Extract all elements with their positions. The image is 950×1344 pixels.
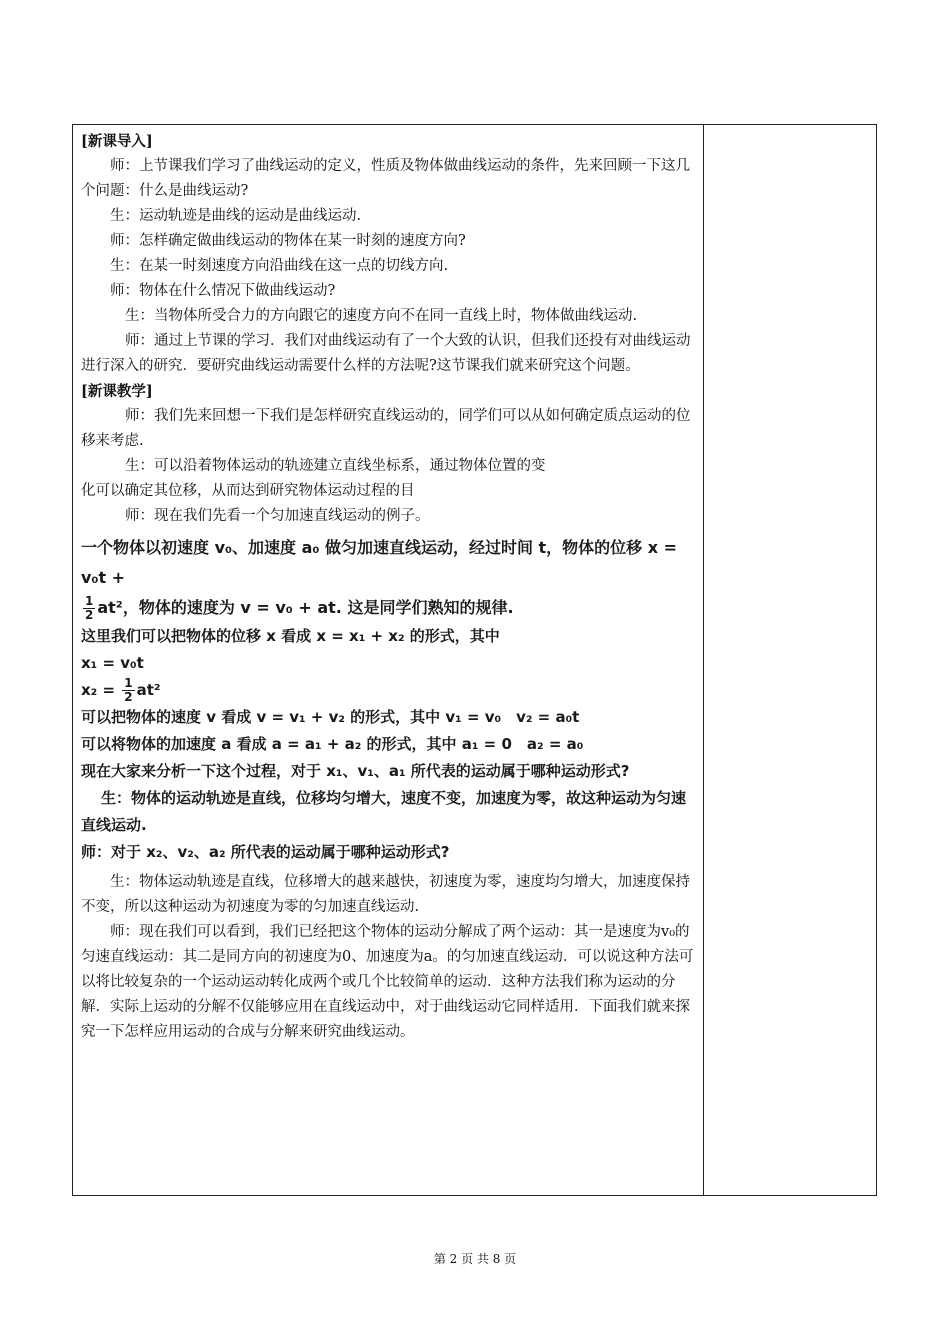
section-heading-intro: [新课导入] xyxy=(81,133,153,150)
paragraph: 化可以确定其位移，从而达到研究物体运动过程的目 xyxy=(81,483,415,499)
page-footer: 第 2 页 共 8 页 xyxy=(433,1252,517,1266)
scan-line: $\frac{1}{2}$ at²，物体的速度为 v = v₀ + at. 这是同学们熟知的规律. xyxy=(85,594,514,622)
paragraph: 生：当物体所受合力的方向跟它的速度方向不在同一直线上时，物体做曲线运动. xyxy=(125,308,638,324)
fraction: $\frac{1}{2}$ xyxy=(124,676,133,704)
paragraph: 生：物体运动轨迹是直线，位移增大的越来越快，初速度为零，速度均匀增大，加速度保持不变，所以这种运动为初速度为零的匀加速直线运动. xyxy=(81,874,690,915)
scan-line: 可以将物体的加速度 a 看成 a = a₁ + a₂ 的形式，其中 a₁ = 0 a₂ = a₀ xyxy=(81,735,584,753)
scan-line: x₁ = v₀t xyxy=(81,654,144,672)
paragraph: 师：现在我们可以看到，我们已经把这个物体的运动分解成了两个运动：其一是速度为v₀的匀速直线运动：其二是同方向的初速度为0、加速度为a。的匀加速直线运动．可以说这种方法可以将比较复杂的一个运动运动转化成两个或几个比较简单的运动．这种方法我们称为运动的分解．实际上运动的分解不仅能够应用在直线运动中，对于曲线运动它同样适用．下面我们就来探究一下怎样应用运动的合成与分解来研究曲线运动。 xyxy=(81,924,694,1040)
paragraph: 生：在某一时刻速度方向沿曲线在这一点的切线方向. xyxy=(110,258,449,274)
scan-line: 这里我们可以把物体的位移 x 看成 x = x₁ + x₂ 的形式，其中 xyxy=(81,627,500,645)
paragraph: 师：我们先来回想一下我们是怎样研究直线运动的，同学们可以从如何确定质点运动的位移来考虑. xyxy=(81,408,691,449)
paragraph: 生：运动轨迹是曲线的运动是曲线运动. xyxy=(110,208,362,224)
scan-line: 现在大家来分析一下这个过程，对于 x₁、v₁、a₁ 所代表的运动属于哪种运动形式? xyxy=(81,762,630,780)
fraction: $\frac{1}{2}$ xyxy=(85,594,94,622)
column-divider xyxy=(703,125,704,1195)
lesson-content xyxy=(81,129,696,1045)
scan-line: 可以把物体的速度 v 看成 v = v₁ + v₂ 的形式，其中 v₁ = v₀ v₂ = a₀t xyxy=(81,708,580,726)
scan-line: 一个物体以初速度 v₀、加速度 a₀ 做匀加速直线运动，经过时间 t，物体的位移 x = v₀t + xyxy=(81,538,678,587)
section-heading-teaching: [新课教学] xyxy=(81,383,153,400)
paragraph: 生：可以沿着物体运动的轨迹建立直线坐标系，通过物体位置的变 xyxy=(125,458,546,474)
lesson-table xyxy=(72,124,877,1196)
scan-line: 生：物体的运动轨迹是直线，位移均匀增大，速度不变，加速度为零，故这种运动为匀速直线运动. xyxy=(81,789,687,834)
paragraph: 师：物体在什么情况下做曲线运动? xyxy=(110,283,336,299)
scanned-example xyxy=(81,533,696,866)
paragraph: 师：通过上节课的学习．我们对曲线运动有了一个大致的认识，但我们还投有对曲线运动进行深入的研究．要研究曲线运动需要什么样的方法呢?这节课我们就来研究这个问题。 xyxy=(81,333,691,374)
scan-line: 师：对于 x₂、v₂、a₂ 所代表的运动属于哪种运动形式? xyxy=(81,843,450,861)
scan-line: x₂ = $\frac{1}{2}$ at² xyxy=(81,676,161,704)
paragraph: 师：怎样确定做曲线运动的物体在某一时刻的速度方向? xyxy=(110,233,466,249)
paragraph: 师：现在我们先看一个匀加速直线运动的例子。 xyxy=(125,508,430,524)
paragraph: 师：上节课我们学习了曲线运动的定义，性质及物体做曲线运动的条件，先来回顾一下这几个问题：什么是曲线运动? xyxy=(81,158,690,199)
